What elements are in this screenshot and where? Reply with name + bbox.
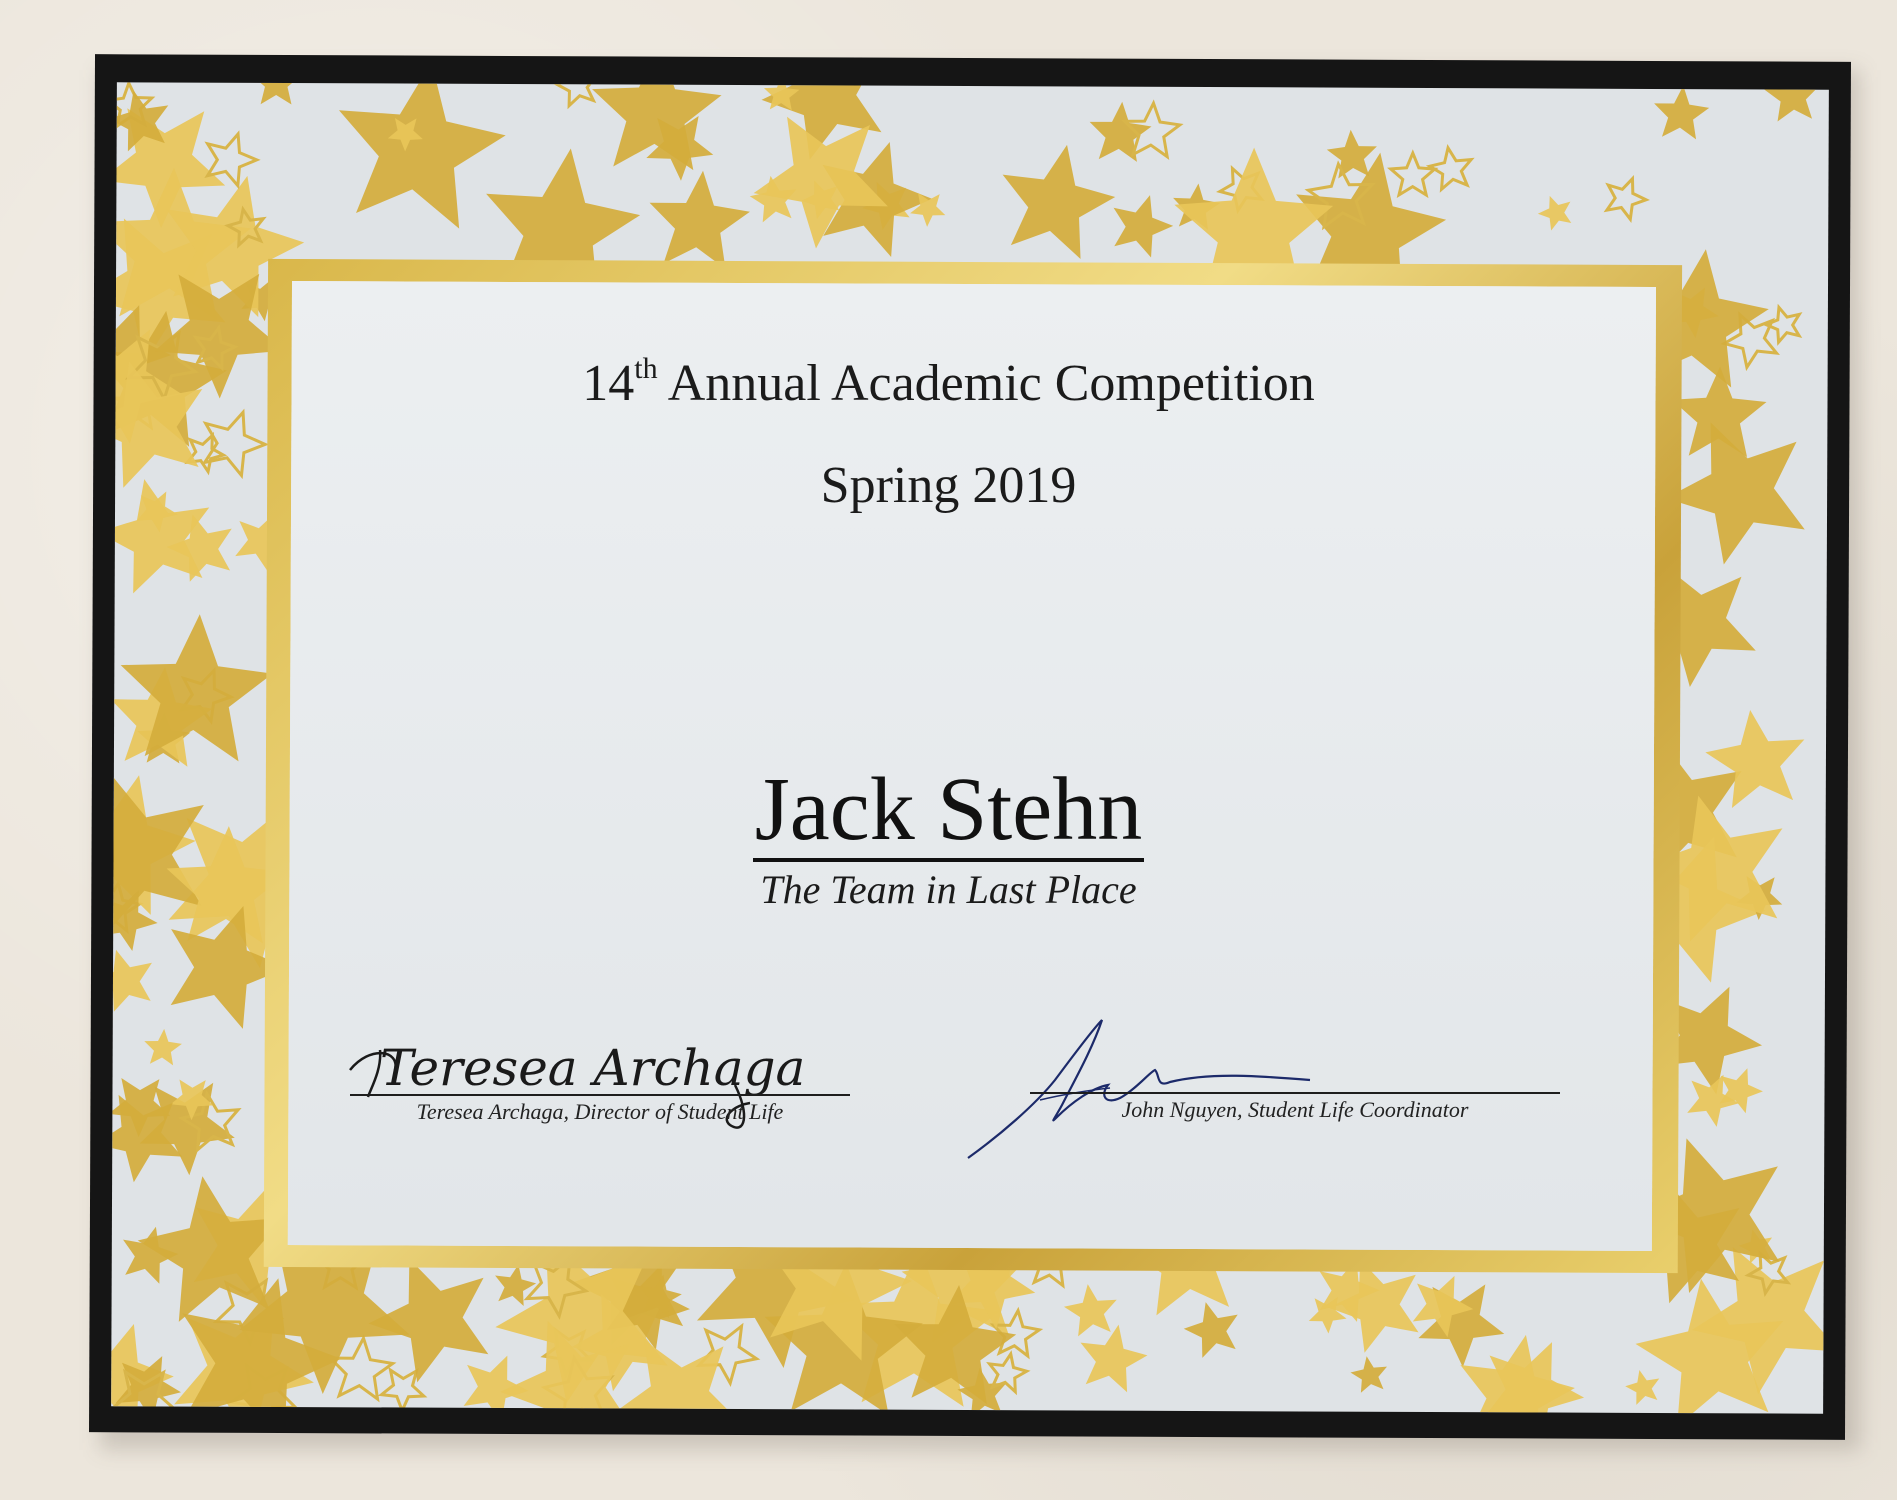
star-decoration: [1625, 1370, 1659, 1405]
star-decoration: [1607, 179, 1646, 220]
star-decoration: [1328, 1259, 1419, 1353]
star-decoration: [1184, 1302, 1238, 1358]
signature-caption-left: Teresea Archaga, Director of Student Life: [416, 1099, 784, 1124]
star-decoration: [251, 82, 301, 104]
star-decoration: [557, 82, 597, 106]
certificate-paper: [111, 82, 1829, 1413]
star-decoration: [1089, 102, 1151, 162]
star-decoration: [1064, 1284, 1117, 1337]
star-decoration: [1430, 148, 1472, 190]
star-decoration: [989, 1354, 1026, 1392]
season-subtitle: Spring 2019: [820, 457, 1077, 514]
star-decoration: [1391, 153, 1435, 195]
star-decoration: [1113, 195, 1173, 258]
signature-john-nguyen: [960, 1010, 1400, 1170]
ordinal-number: 14: [582, 355, 635, 412]
signature-handwriting: Teresea Archaga: [380, 1039, 806, 1097]
signature-line-left: [350, 1094, 850, 1096]
recipient-name: Jack Stehn: [753, 762, 1144, 862]
star-decoration: [1350, 1356, 1387, 1393]
competition-title: [0, 352, 1897, 413]
star-decoration: [1002, 145, 1115, 259]
recipient-name-wrapper: [0, 758, 1897, 862]
signature-block-right: [1030, 1092, 1560, 1123]
star-decoration: [1654, 85, 1709, 139]
title-text: Annual Academic Competition: [657, 355, 1315, 412]
signature-caption-right: John Nguyen, Student Life Coordinator: [1121, 1097, 1469, 1122]
award-description: The Team in Last Place: [760, 867, 1137, 912]
ordinal-suffix: th: [634, 352, 658, 385]
picture-frame: [89, 54, 1851, 1440]
star-decoration: [1538, 196, 1572, 231]
star-decoration: [338, 82, 506, 228]
star-decoration: [1764, 82, 1820, 121]
star-decoration: [1080, 1324, 1147, 1392]
signature-line-right: [1030, 1092, 1560, 1094]
star-decoration: [649, 170, 750, 269]
signature-block-left: [350, 1094, 850, 1125]
star-decoration: [144, 1029, 182, 1066]
star-decoration: [111, 950, 152, 1012]
